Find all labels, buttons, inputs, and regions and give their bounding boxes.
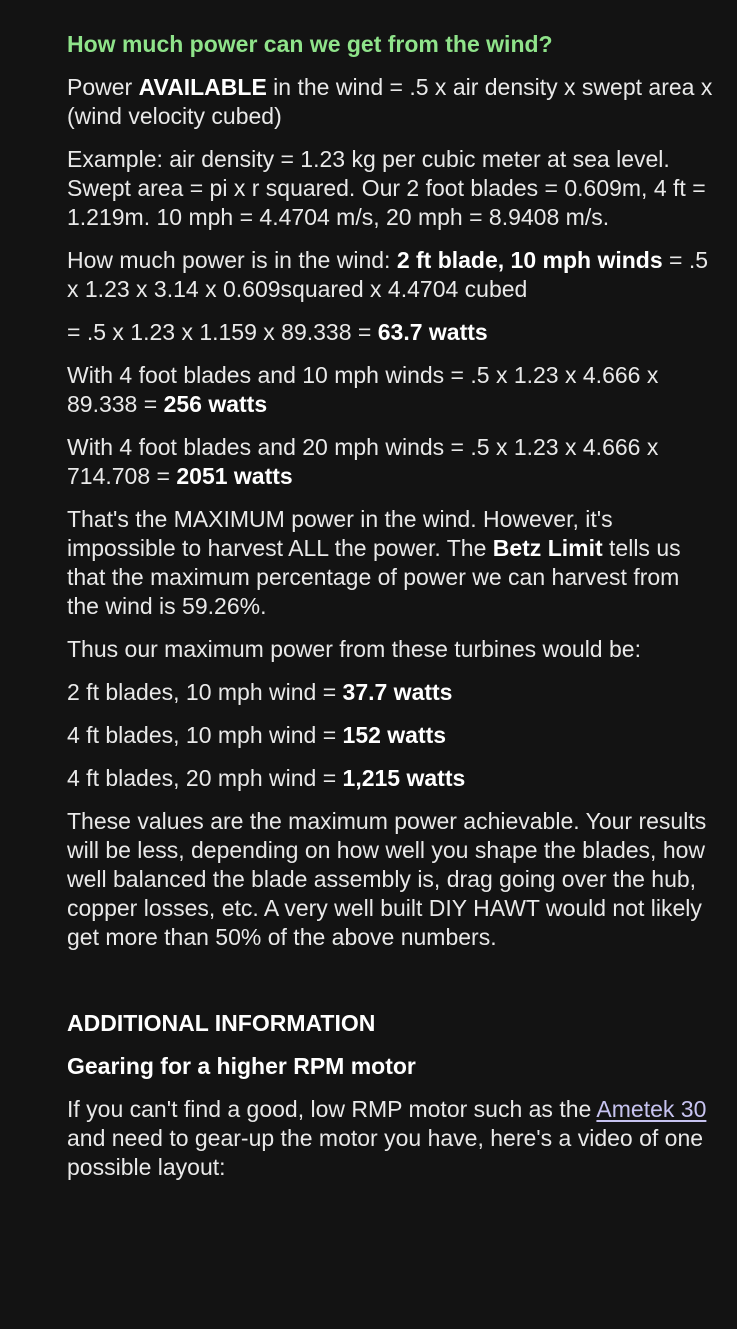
text-segment: That's the MAXIMUM power in the wind. However, it's impossible to harvest ALL the power. The bbox=[67, 506, 613, 561]
summary-intro-paragraph: Thus our maximum power from these turbines would be: bbox=[67, 636, 641, 662]
bold-segment: 1,215 watts bbox=[342, 765, 466, 791]
result-line bbox=[67, 764, 717, 793]
bold-segment: AVAILABLE bbox=[138, 74, 267, 100]
text-segment: 4 ft blades, 10 mph wind = bbox=[67, 722, 343, 748]
bold-segment: 37.7 watts bbox=[342, 679, 453, 705]
bold-segment: 256 watts bbox=[163, 391, 268, 417]
gearing-heading: Gearing for a higher RPM motor bbox=[67, 1053, 416, 1079]
disclaimer-paragraph: These values are the maximum power achievable. Your results will be less, depending on how well you shape the blades, how well balanced the blade assembly is, drag going over the hub, copper losses, etc. A very well built DIY HAWT would not likely get more than 50% of the above numbers. bbox=[67, 808, 707, 950]
text-segment: tells us that the maximum percentage of power we can harvest from the wind is 59.26%. bbox=[67, 535, 681, 619]
text-segment: With 4 foot blades and 10 mph winds = .5 x 1.23 x 4.666 x 89.338 = bbox=[67, 362, 659, 417]
ametek-30-link[interactable]: Ametek 30 bbox=[596, 1096, 707, 1122]
gearing-paragraph bbox=[67, 1095, 717, 1182]
result-line bbox=[67, 678, 717, 707]
bold-segment: 2051 watts bbox=[176, 463, 293, 489]
section-spacer bbox=[67, 966, 717, 1009]
text-segment: and need to gear-up the motor you have, here's a video of one possible layout: bbox=[67, 1125, 704, 1180]
text-segment: How much power is in the wind: bbox=[67, 247, 397, 273]
power-formula-paragraph bbox=[67, 73, 717, 131]
text-segment: = .5 x 1.23 x 1.159 x 89.338 = bbox=[67, 319, 378, 345]
calculation-paragraph bbox=[67, 246, 717, 304]
text-segment: With 4 foot blades and 20 mph winds = .5 x 1.23 x 4.666 x 714.708 = bbox=[67, 434, 659, 489]
bold-segment: 63.7 watts bbox=[377, 319, 488, 345]
four-foot-20mph-paragraph bbox=[67, 433, 717, 491]
text-segment: = .5 x 1.23 x 3.14 x 0.609squared x 4.4704 cubed bbox=[67, 247, 709, 302]
example-paragraph: Example: air density = 1.23 kg per cubic meter at sea level. Swept area = pi x r squared. Our 2 foot blades = 0.609m, 4 ft = 1.219m. 10 mph = 4.4704 m/s, 20 mph = 8.9408 m/s. bbox=[67, 146, 706, 230]
text-segment: If you can't find a good, low RMP motor such as the bbox=[67, 1096, 597, 1122]
text-segment: Power bbox=[67, 74, 139, 100]
text-segment: 2 ft blades, 10 mph wind = bbox=[67, 679, 343, 705]
bold-segment: 2 ft blade, 10 mph winds bbox=[396, 247, 663, 273]
bold-segment: Betz Limit bbox=[492, 535, 603, 561]
betz-limit-paragraph bbox=[67, 505, 717, 621]
text-segment: in the wind = .5 x air density x swept area x (wind velocity cubed) bbox=[67, 74, 713, 129]
bold-segment: 152 watts bbox=[342, 722, 447, 748]
article-content bbox=[67, 30, 717, 1196]
calculation-result-paragraph bbox=[67, 318, 717, 347]
article-heading: How much power can we get from the wind? bbox=[67, 31, 553, 57]
text-segment: 4 ft blades, 20 mph wind = bbox=[67, 765, 343, 791]
result-line bbox=[67, 721, 717, 750]
four-foot-10mph-paragraph bbox=[67, 361, 717, 419]
additional-info-heading: ADDITIONAL INFORMATION bbox=[67, 1010, 376, 1036]
